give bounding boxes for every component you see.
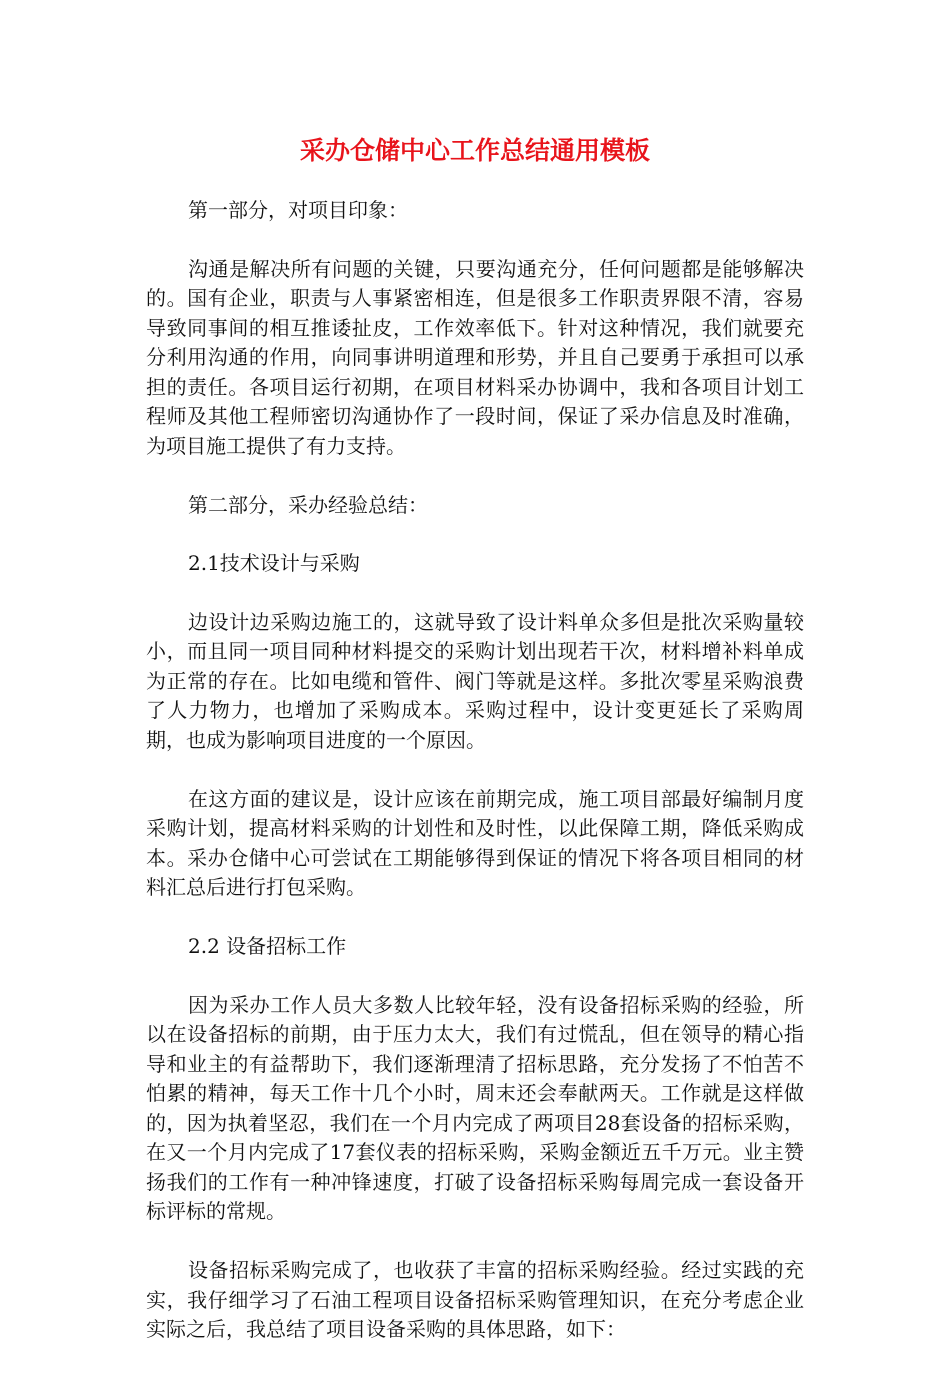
paragraph-tender-experience: 设备招标采购完成了，也收获了丰富的招标采购经验。经过实践的充实，我仔细学习了石油工程项目设备招标采购管理知识，在充分考虑企业实际之后，我总结了项目设备采购的具体思路，如下： — [146, 1258, 804, 1341]
paragraph-design-procurement: 边设计边采购边施工的，这就导致了设计料单众多但是批次采购量较小，而且同一项目同种材料提交的采购计划出现若干次，材料增补料单成为正常的存在。比如电缆和管件、阀门等就是这样。多批次零星采购浪费了人力物力，也增加了采购成本。采购过程中，设计变更延长了采购周期，也成为影响项目进度的一个原因。 — [146, 609, 804, 752]
document-body — [146, 196, 804, 1374]
paragraph-communication: 沟通是解决所有问题的关键，只要沟通充分，任何问题都是能够解决的。国有企业，职责与人事紧密相连，但是很多工作职责界限不清，容易导致同事间的相互推诿扯皮，工作效率低下。针对这种情况，我们就要充分利用沟通的作用，向同事讲明道理和形势，并且自己要勇于承担可以承担的责任。各项目运行初期，在项目材料采办协调中，我和各项目计划工程师及其他工程师密切沟通协作了一段时间，保证了采办信息及时准确，为项目施工提供了有力支持。 — [146, 256, 804, 458]
paragraph-suggestion: 在这方面的建议是，设计应该在前期完成，施工项目部最好编制月度采购计划，提高材料采购的计划性和及时性，以此保障工期，降低采购成本。采办仓储中心可尝试在工期能够得到保证的情况下将各项目相同的材料汇总后进行打包采购。 — [146, 786, 804, 899]
section-heading-part-one: 第一部分，对项目印象： — [188, 198, 408, 222]
paragraph-equipment-tender: 因为采办工作人员大多数人比较年轻，没有设备招标采购的经验，所以在设备招标的前期，由于压力太大，我们有过慌乱，但在领导的精心指导和业主的有益帮助下，我们逐渐理清了招标思路，充分发扬了不怕苦不怕累的精神，每天工作十几个小时，周末还会奉献两天。工作就是这样做的，因为执着坚忍，我们在一个月内完成了两项目28套设备的招标采购，在又一个月内完成了17套仪表的招标采购，采购金额近五千万元。业主赞扬我们的工作有一种冲锋速度，打破了设备招标采购每周完成一套设备开标评标的常规。 — [146, 992, 804, 1223]
subsection-heading-2-2: 2.2 设备招标工作 — [188, 934, 347, 958]
section-heading-part-two: 第二部分，采办经验总结： — [188, 492, 428, 517]
document-title: 采办仓储中心工作总结通用模板 — [299, 136, 650, 165]
subsection-heading-2-1: 2.1技术设计与采购 — [188, 551, 360, 575]
